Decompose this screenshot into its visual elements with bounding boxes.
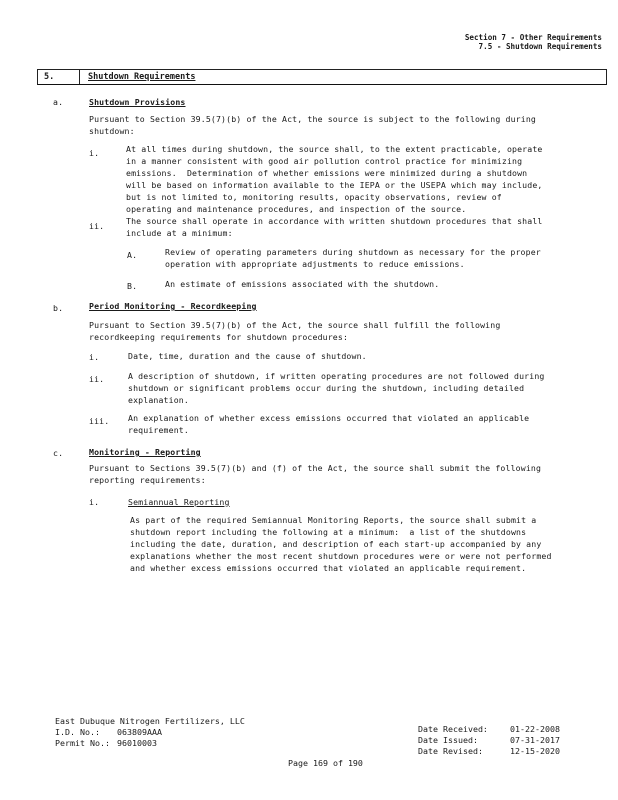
page-number: Page 169 of 190: [288, 758, 363, 768]
heading-shutdown-provisions: Shutdown Provisions: [89, 97, 186, 107]
date-revised-label: Date Revised:: [418, 746, 483, 756]
section-number: 5.: [44, 72, 55, 82]
c-i-line5: and whether excess emissions occurred that violated an applicable requirement.: [130, 563, 527, 573]
c-intro-line1: Pursuant to Sections 39.5(7)(b) and (f) of the Act, the source shall submit the following: [89, 463, 542, 473]
footer-company: East Dubuque Nitrogen Fertilizers, LLC: [55, 716, 245, 726]
a-ii-line2: include at a minimum:: [126, 228, 233, 238]
b-iii-number: iii.: [89, 416, 110, 426]
a-i-line4: will be based on information available to the IEPA or the USEPA which may include,: [126, 180, 543, 190]
footer-id-value: 063809AAA: [117, 727, 162, 737]
b-ii-number: ii.: [89, 374, 105, 384]
date-issued-value: 07-31-2017: [510, 735, 560, 745]
a-i-line5: but is not limited to, monitoring results, opacity observations, review of: [126, 192, 502, 202]
a-intro-line1: Pursuant to Section 39.5(7)(b) of the Act, the source is subject to the following during: [89, 114, 536, 124]
c-i-line2: shutdown report including the following at a minimum: a list of the shutdowns: [130, 527, 527, 537]
date-received-label: Date Received:: [418, 724, 488, 734]
heading-semiannual-reporting: Semiannual Reporting: [128, 497, 230, 507]
a-i-line3: emissions. Determination of whether emissions were minimized during a shutdown: [126, 168, 528, 178]
c-i-line4: explanations whether the most recent shutdown procedures were or were not performed: [130, 551, 552, 561]
a-i-line2: in a manner consistent with good air pollution control practice for minimizing: [126, 156, 523, 166]
item-label-c: c.: [53, 448, 64, 458]
a-A-line1: Review of operating parameters during shutdown as necessary for the proper: [165, 247, 541, 257]
footer-permit-value: 96010003: [117, 738, 157, 748]
date-issued-label: Date Issued:: [418, 735, 478, 745]
a-i-line6: operating and maintenance procedures, and inspection of the source.: [126, 204, 467, 214]
section-title-box: [37, 69, 607, 85]
b-ii-line2: shutdown or significant problems occur during the shutdown, including detailed: [128, 383, 525, 393]
b-iii-line2: requirement.: [128, 425, 189, 435]
a-B-line1: An estimate of emissions associated with the shutdown.: [165, 279, 440, 289]
c-intro-line2: reporting requirements:: [89, 475, 206, 485]
b-i-line1: Date, time, duration and the cause of shutdown.: [128, 351, 367, 361]
b-intro-line2: recordkeeping requirements for shutdown procedures:: [89, 332, 349, 342]
b-i-number: i.: [89, 352, 100, 362]
footer-permit-label: Permit No.:: [55, 738, 110, 748]
a-i-number: i.: [89, 148, 100, 158]
section-title: Shutdown Requirements: [88, 72, 196, 82]
heading-monitoring-reporting: Monitoring - Reporting: [89, 447, 201, 457]
a-B-number: B.: [127, 281, 138, 291]
c-i-line1: As part of the required Semiannual Monitoring Reports, the source shall submit a: [130, 515, 537, 525]
section-divider: [79, 70, 80, 84]
header-subsection: 7.5 - Shutdown Requirements: [478, 42, 602, 51]
b-ii-line1: A description of shutdown, if written operating procedures are not followed during: [128, 371, 545, 381]
a-ii-number: ii.: [89, 221, 105, 231]
a-A-number: A.: [127, 250, 138, 260]
date-received-value: 01-22-2008: [510, 724, 560, 734]
item-label-a: a.: [53, 97, 64, 107]
heading-period-monitoring: Period Monitoring - Recordkeeping: [89, 301, 257, 311]
a-i-line1: At all times during shutdown, the source shall, to the extent practicable, operate: [126, 144, 543, 154]
footer-id-label: I.D. No.:: [55, 727, 100, 737]
a-A-line2: operation with appropriate adjustments to reduce emissions.: [165, 259, 465, 269]
b-ii-line3: explanation.: [128, 395, 189, 405]
b-intro-line1: Pursuant to Section 39.5(7)(b) of the Act, the source shall fulfill the following: [89, 320, 501, 330]
a-intro-line2: shutdown:: [89, 126, 135, 136]
date-revised-value: 12-15-2020: [510, 746, 560, 756]
item-label-b: b.: [53, 303, 64, 313]
c-i-line3: including the date, duration, and description of each start-up accompanied by any: [130, 539, 542, 549]
b-iii-line1: An explanation of whether excess emissions occurred that violated an applicable: [128, 413, 530, 423]
a-ii-line1: The source shall operate in accordance with written shutdown procedures that shall: [126, 216, 543, 226]
header-section: Section 7 - Other Requirements: [464, 33, 602, 42]
c-i-number: i.: [89, 497, 100, 507]
